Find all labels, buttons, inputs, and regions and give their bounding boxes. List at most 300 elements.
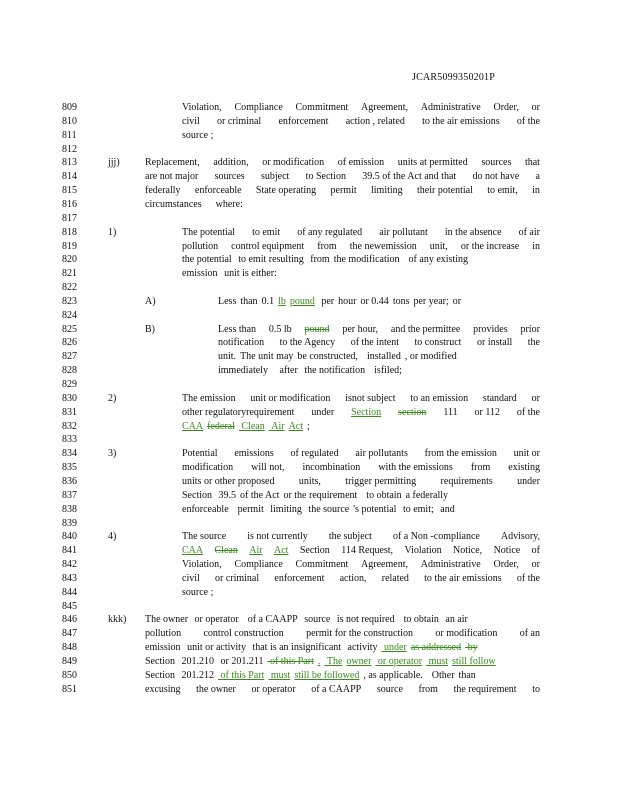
text-segment: tons xyxy=(392,295,410,307)
text-segment: the notification xyxy=(301,365,366,377)
line-number: 837 xyxy=(62,489,77,501)
text-segment: existing xyxy=(508,462,540,474)
text-segment: is not currently xyxy=(247,531,308,543)
text-segment: Violation, xyxy=(182,559,222,571)
text-segment: unit or activity xyxy=(184,642,246,654)
text-segment: to an emission xyxy=(410,392,469,404)
text-segment: from xyxy=(317,240,337,252)
text-segment: enforceable xyxy=(194,185,242,197)
text-segment: requirements xyxy=(440,475,493,487)
deleted-text: of this Part xyxy=(267,656,314,667)
document-line xyxy=(0,406,618,420)
text-segment: to the Agency xyxy=(279,337,336,349)
document-line xyxy=(0,101,618,115)
line-number: 824 xyxy=(62,309,77,321)
text-segment: enforcement xyxy=(274,572,325,584)
document-line xyxy=(0,323,618,337)
document-line xyxy=(0,586,618,600)
text-segment: to emit, xyxy=(487,185,518,197)
line-text xyxy=(182,240,540,254)
text-segment: subject xyxy=(261,171,290,183)
line-text xyxy=(218,350,540,364)
inserted-text: . xyxy=(317,656,321,667)
text-segment: unit is either: xyxy=(221,268,277,280)
text-segment: civil xyxy=(182,572,200,584)
text-segment: the newemission xyxy=(349,240,417,252)
text-segment: or xyxy=(531,559,540,571)
line-number: 817 xyxy=(62,212,77,224)
document-line xyxy=(0,503,618,517)
list-marker: jjj) xyxy=(108,157,120,169)
text-segment: permit xyxy=(330,185,357,197)
line-number: 848 xyxy=(62,642,77,654)
text-segment: to obtain xyxy=(361,489,402,501)
text-segment: source xyxy=(376,683,403,695)
text-segment: of regulated xyxy=(290,448,339,460)
text-segment: sources xyxy=(214,171,245,183)
document-line xyxy=(0,475,618,489)
text-segment: in the absence xyxy=(444,226,502,238)
text-segment: the subject xyxy=(328,531,372,543)
list-marker: B) xyxy=(145,323,155,335)
document-line xyxy=(0,253,618,267)
list-marker: A) xyxy=(145,295,156,307)
text-segment: 0.1 xyxy=(261,295,275,307)
line-text xyxy=(145,170,540,184)
line-text xyxy=(182,503,540,517)
line-text xyxy=(182,447,540,461)
deleted-text: as addressed xyxy=(410,642,462,654)
text-segment: limiting xyxy=(371,185,403,197)
line-number: 844 xyxy=(62,586,77,598)
document-line xyxy=(0,350,618,364)
document-line xyxy=(0,517,618,531)
text-segment: to the air emissions xyxy=(424,572,502,584)
line-number: 846 xyxy=(62,614,77,626)
inserted-text: still follow xyxy=(452,656,496,667)
line-number: 818 xyxy=(62,226,77,238)
text-segment: enforceable xyxy=(182,503,229,515)
inserted-text: must xyxy=(268,669,291,681)
text-segment: the owner xyxy=(196,683,236,695)
text-segment: of a Non -compliance xyxy=(392,531,480,543)
text-segment: of the intent xyxy=(350,337,400,349)
text-segment: Administrative xyxy=(420,559,481,571)
text-segment: of the xyxy=(516,115,540,127)
document-line xyxy=(0,530,618,544)
text-segment: limiting xyxy=(267,503,302,515)
inserted-text: still be followed xyxy=(294,669,360,681)
text-segment: or 112 xyxy=(474,406,500,418)
line-text xyxy=(182,544,540,558)
line-number: 843 xyxy=(62,572,77,584)
text-segment: source ; xyxy=(182,586,214,598)
text-segment: and xyxy=(437,503,455,515)
inserted-text: of this Part xyxy=(218,669,265,681)
text-segment: to emit resulting xyxy=(235,254,304,266)
line-number: 820 xyxy=(62,254,77,266)
text-segment: Order, xyxy=(493,102,519,113)
text-segment: or operator xyxy=(251,683,296,695)
document-line xyxy=(0,198,618,212)
text-segment: or xyxy=(531,102,540,113)
text-segment: or criminal xyxy=(217,115,262,127)
line-number: 829 xyxy=(62,379,77,390)
text-segment: or operator xyxy=(192,614,239,626)
text-segment: unit or modification xyxy=(250,392,331,404)
line-text xyxy=(182,475,540,489)
document-line xyxy=(0,156,618,170)
text-segment: Section xyxy=(145,656,175,667)
inserted-text: must xyxy=(426,656,449,667)
list-marker: 4) xyxy=(108,531,117,543)
deleted-text: Clean xyxy=(214,545,238,557)
text-segment: activity xyxy=(345,642,378,654)
text-segment: air pollutant xyxy=(379,226,428,238)
line-text xyxy=(182,226,540,240)
line-number: 821 xyxy=(62,268,77,280)
line-number: 851 xyxy=(62,683,77,695)
text-segment: is not required xyxy=(334,614,395,626)
line-text xyxy=(182,267,540,281)
text-segment: Section xyxy=(145,669,175,681)
text-segment: Section xyxy=(182,489,212,501)
deleted-text: federal xyxy=(207,420,235,432)
inserted-text: Air xyxy=(249,545,263,557)
text-segment: do not have xyxy=(472,171,520,183)
text-segment: trigger permitting xyxy=(345,475,417,487)
line-text xyxy=(182,253,540,267)
document-line xyxy=(0,392,618,406)
text-segment: of the xyxy=(516,572,540,584)
text-segment: of a CAAPP xyxy=(311,683,362,695)
deleted-text: by xyxy=(465,642,478,654)
text-segment: of an xyxy=(519,628,540,640)
text-segment: of xyxy=(531,545,540,557)
line-number: 823 xyxy=(62,295,77,307)
text-segment: Agreement, xyxy=(361,102,408,113)
line-number: 836 xyxy=(62,475,77,487)
inserted-text: under xyxy=(381,642,407,654)
document-line xyxy=(0,364,618,378)
document-line xyxy=(0,544,618,558)
text-segment: The unit may xyxy=(240,351,294,363)
text-segment: Replacement, xyxy=(145,157,200,169)
inserted-text: Air xyxy=(268,420,285,432)
line-number: 830 xyxy=(62,392,77,404)
list-marker: 1) xyxy=(108,226,117,238)
line-text xyxy=(145,613,540,627)
text-segment: sources xyxy=(481,157,512,169)
text-segment: Notice xyxy=(493,545,521,557)
text-segment: modification xyxy=(182,462,234,474)
text-segment: of any regulated xyxy=(297,226,363,238)
text-segment: action, xyxy=(339,572,367,584)
text-segment: their potential xyxy=(417,185,473,197)
line-number: 838 xyxy=(62,503,77,515)
text-segment: under xyxy=(517,475,540,487)
text-segment: be constructed, xyxy=(297,351,358,363)
text-segment: or xyxy=(452,295,462,307)
text-segment: Potential xyxy=(182,448,218,460)
text-segment: control construction xyxy=(203,628,284,640)
text-segment: 201.210 xyxy=(179,656,214,667)
text-segment: from xyxy=(470,462,491,474)
text-segment: a xyxy=(535,171,540,183)
text-segment: pollution xyxy=(145,628,182,640)
text-segment: a federally xyxy=(405,489,449,501)
line-text xyxy=(182,530,540,544)
text-segment: civil xyxy=(182,115,200,127)
text-segment: than xyxy=(458,669,476,681)
line-text xyxy=(145,627,540,641)
text-segment: emissions xyxy=(234,448,274,460)
document-line xyxy=(0,267,618,281)
text-segment: per hour, xyxy=(342,323,379,335)
text-segment: or 0.44 xyxy=(360,295,389,307)
text-segment: related xyxy=(381,572,409,584)
text-segment: in xyxy=(532,240,540,252)
text-segment: of emission xyxy=(337,157,385,169)
line-text xyxy=(182,489,540,503)
document-line xyxy=(0,627,618,641)
line-text xyxy=(145,683,540,697)
line-number: 811 xyxy=(62,129,77,141)
list-marker: kkk) xyxy=(108,614,127,626)
text-segment: or 201.211 xyxy=(218,656,264,667)
text-segment: or install xyxy=(476,337,513,349)
text-segment: 0.5 lb xyxy=(268,323,292,335)
text-segment: source xyxy=(301,614,331,626)
text-segment: incombination xyxy=(302,462,361,474)
text-segment: with the emissions xyxy=(378,462,453,474)
line-text xyxy=(145,156,540,170)
line-number: 835 xyxy=(62,462,77,474)
text-segment: Compliance xyxy=(234,559,283,571)
line-text xyxy=(182,420,540,434)
document-line xyxy=(0,309,618,323)
line-number: 812 xyxy=(62,143,77,155)
document-line xyxy=(0,184,618,198)
document-line xyxy=(0,143,618,157)
text-segment: standard xyxy=(482,392,517,404)
text-segment: per xyxy=(318,295,335,307)
line-number: 841 xyxy=(62,545,77,557)
document-line xyxy=(0,212,618,226)
text-segment: or the requirement xyxy=(283,489,358,501)
text-segment: prior xyxy=(520,323,540,335)
document-line xyxy=(0,669,618,683)
text-segment: Advisory, xyxy=(500,531,540,543)
text-segment: units at permitted xyxy=(397,157,468,169)
line-number: 827 xyxy=(62,351,77,363)
text-segment: , as applicable. xyxy=(363,669,423,681)
text-segment: of a CAAPP xyxy=(242,614,298,626)
line-number: 833 xyxy=(62,434,77,446)
inserted-text: Clean xyxy=(238,420,265,432)
text-segment: The source xyxy=(182,531,227,543)
line-text xyxy=(145,184,540,198)
text-segment: to xyxy=(532,683,540,695)
inserted-text: Act xyxy=(288,420,304,432)
text-segment: control equipment xyxy=(231,240,305,252)
text-segment: units, xyxy=(298,475,321,487)
line-number: 845 xyxy=(62,600,77,612)
line-number: 810 xyxy=(62,115,77,127)
text-segment: to the air emissions xyxy=(422,115,500,127)
text-segment: source ; xyxy=(182,129,214,141)
text-segment: emission xyxy=(182,268,218,280)
document-line xyxy=(0,115,618,129)
line-number: 826 xyxy=(62,337,77,349)
list-marker: 2) xyxy=(108,392,117,404)
line-text xyxy=(145,641,540,655)
text-segment: to emit; xyxy=(400,503,434,515)
inserted-text: lb xyxy=(278,295,286,307)
text-segment: 111 xyxy=(443,406,458,418)
text-segment: Other xyxy=(426,669,455,681)
line-number: 847 xyxy=(62,628,77,640)
line-number: 809 xyxy=(62,102,77,113)
line-text xyxy=(182,101,540,115)
text-segment: installed xyxy=(361,351,401,363)
text-segment: where: xyxy=(205,198,243,210)
line-number: 816 xyxy=(62,198,77,210)
text-segment: other regulatoryrequirement xyxy=(182,406,295,418)
line-text xyxy=(218,295,540,309)
line-number: 849 xyxy=(62,656,77,667)
line-number: 832 xyxy=(62,420,77,432)
document-line xyxy=(0,600,618,614)
text-segment: 39.5 xyxy=(216,489,236,501)
line-text xyxy=(145,655,540,669)
document-line xyxy=(0,281,618,295)
text-segment: 201.212 xyxy=(179,669,214,681)
text-segment: , or modified xyxy=(404,351,457,363)
text-segment: after xyxy=(272,365,298,377)
text-segment: 114 Request, xyxy=(341,545,394,557)
text-segment: excusing xyxy=(145,683,181,695)
text-segment: The emission xyxy=(182,392,236,404)
text-segment: unit or xyxy=(513,448,540,460)
text-segment: isnot subject xyxy=(345,392,396,404)
text-segment: circumstances xyxy=(145,198,202,210)
line-number: 842 xyxy=(62,559,77,571)
line-text xyxy=(182,558,540,572)
text-segment: Commitment xyxy=(295,102,349,113)
text-segment: of the xyxy=(516,406,540,418)
text-segment: of air xyxy=(518,226,540,238)
text-segment: The potential xyxy=(182,226,236,238)
text-segment: or modification xyxy=(435,628,498,640)
text-segment: Administrative xyxy=(420,102,481,113)
text-segment: State operating xyxy=(255,185,317,197)
document-line xyxy=(0,226,618,240)
document-line xyxy=(0,170,618,184)
line-number: 825 xyxy=(62,323,77,335)
inserted-text: or operator xyxy=(375,656,423,667)
document-line xyxy=(0,447,618,461)
text-segment: from xyxy=(418,683,438,695)
text-segment: that is an insignificant xyxy=(249,642,342,654)
line-number: 831 xyxy=(62,406,77,418)
line-text xyxy=(145,198,540,212)
line-number: 828 xyxy=(62,365,77,377)
line-number: 814 xyxy=(62,171,77,183)
line-text xyxy=(182,115,540,129)
deleted-text: pound xyxy=(304,323,330,335)
line-text xyxy=(182,392,540,406)
inserted-text: Section xyxy=(351,406,382,418)
document-line xyxy=(0,572,618,586)
text-segment: than xyxy=(240,295,258,307)
deleted-text: section xyxy=(398,406,427,418)
text-segment: that xyxy=(524,157,540,169)
text-segment: to construct xyxy=(414,337,462,349)
document-line xyxy=(0,683,618,697)
text-segment: the requirement xyxy=(453,683,517,695)
text-segment: from xyxy=(307,254,330,266)
line-text xyxy=(218,364,540,378)
text-segment: 39.5 of the Act and that xyxy=(362,171,457,183)
line-text xyxy=(218,336,540,350)
document-line xyxy=(0,461,618,475)
line-number: 822 xyxy=(62,282,77,294)
text-segment: Notice, xyxy=(453,545,483,557)
text-segment: units or other proposed xyxy=(182,475,275,487)
text-segment: Less than xyxy=(218,323,257,335)
text-segment: an air xyxy=(442,614,468,626)
text-segment: or modification xyxy=(262,157,325,169)
line-text xyxy=(182,129,540,143)
text-segment: or the increase xyxy=(460,240,520,252)
list-marker: 3) xyxy=(108,448,117,460)
document-line xyxy=(0,641,618,655)
line-number: 839 xyxy=(62,517,77,529)
text-segment: of any existing xyxy=(403,254,468,266)
text-segment: notification xyxy=(218,337,265,349)
text-segment: or xyxy=(531,392,540,404)
text-segment: unit. xyxy=(218,351,237,363)
line-text xyxy=(145,669,540,683)
text-segment: The owner xyxy=(145,614,189,626)
text-segment: under xyxy=(311,406,335,418)
text-segment: enforcement xyxy=(278,115,329,127)
text-segment: hour xyxy=(338,295,357,307)
text-segment: isfiled; xyxy=(369,365,402,377)
line-number: 840 xyxy=(62,531,77,543)
line-text xyxy=(182,586,540,600)
text-segment: Violation, xyxy=(182,102,222,113)
text-segment: in xyxy=(532,185,540,197)
document-line xyxy=(0,613,618,627)
text-segment: to obtain xyxy=(398,614,439,626)
text-segment: pollution xyxy=(182,240,219,252)
document-id: JCAR5099350201P xyxy=(412,72,496,83)
text-segment: Order, xyxy=(493,559,519,571)
inserted-text: CAA xyxy=(182,545,204,557)
text-segment: Section xyxy=(299,545,330,557)
line-text xyxy=(182,406,540,420)
text-segment: permit xyxy=(232,503,264,515)
inserted-text: The xyxy=(324,656,343,667)
document-line xyxy=(0,295,618,309)
text-segment: air pollutants xyxy=(355,448,408,460)
inserted-text: CAA xyxy=(182,420,204,432)
document-line xyxy=(0,420,618,434)
text-segment: the source xyxy=(305,503,350,515)
text-segment: Agreement, xyxy=(361,559,408,571)
